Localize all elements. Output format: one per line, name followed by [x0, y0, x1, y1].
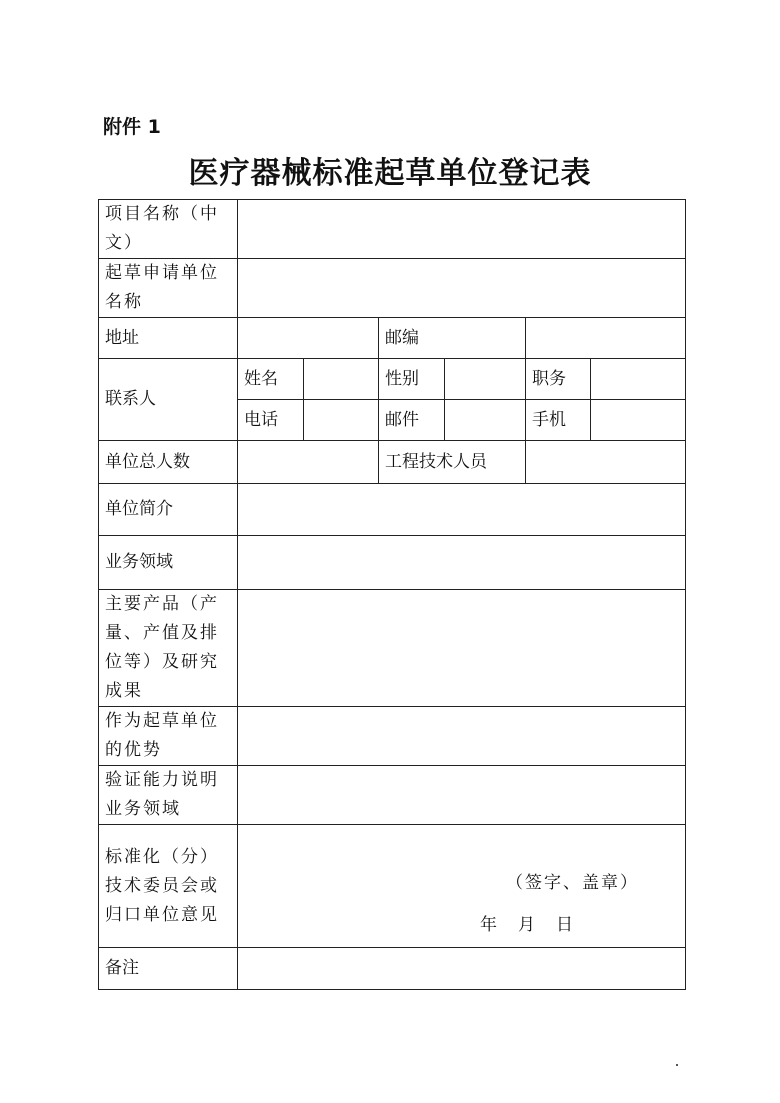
field-verification[interactable] — [238, 766, 686, 825]
form-title: 医疗器械标准起草单位登记表 — [188, 156, 592, 191]
label-unit-intro: 单位简介 — [99, 484, 238, 536]
field-phone[interactable] — [304, 400, 379, 441]
field-mobile[interactable] — [591, 400, 686, 441]
row-main-products — [99, 590, 686, 707]
label-mobile: 手机 — [526, 400, 591, 441]
field-unit-intro[interactable] — [238, 484, 686, 536]
field-name[interactable] — [304, 359, 379, 400]
row-verification — [99, 766, 686, 825]
label-advantages: 作为起草单位的优势 — [99, 707, 238, 766]
field-advantages[interactable] — [238, 707, 686, 766]
field-business-field[interactable] — [238, 536, 686, 590]
field-email[interactable] — [445, 400, 526, 441]
field-postcode[interactable] — [526, 318, 686, 359]
row-unit-intro — [99, 484, 686, 536]
label-phone: 电话 — [238, 400, 304, 441]
scan-dot — [676, 1064, 678, 1066]
row-contact-1 — [99, 359, 686, 400]
row-business-field — [99, 536, 686, 590]
row-applicant-name — [99, 259, 686, 318]
label-business-field: 业务领域 — [99, 536, 238, 590]
label-project-name: 项目名称（中文） — [99, 200, 238, 259]
row-staff — [99, 441, 686, 484]
field-remarks[interactable] — [238, 948, 686, 990]
row-project-name — [99, 200, 686, 259]
label-gender: 性别 — [379, 359, 445, 400]
label-address: 地址 — [99, 318, 238, 359]
label-contact: 联系人 — [99, 359, 238, 441]
label-position: 职务 — [526, 359, 591, 400]
field-main-products[interactable] — [238, 590, 686, 707]
label-postcode: 邮编 — [379, 318, 526, 359]
signature-area — [238, 825, 685, 947]
label-committee-opinion: 标准化（分）技术委员会或归口单位意见 — [99, 825, 238, 948]
registration-form-table — [98, 199, 686, 990]
label-email: 邮件 — [379, 400, 445, 441]
field-project-name[interactable] — [238, 200, 686, 259]
field-address[interactable] — [238, 318, 379, 359]
date-label: 年 月 日 — [480, 915, 575, 935]
field-applicant-name[interactable] — [238, 259, 686, 318]
field-engineers[interactable] — [526, 441, 686, 484]
field-total-staff[interactable] — [238, 441, 379, 484]
signature-stamp-label: （签字、盖章） — [506, 873, 639, 893]
field-position[interactable] — [591, 359, 686, 400]
label-total-staff: 单位总人数 — [99, 441, 238, 484]
row-remarks — [99, 948, 686, 990]
field-committee-opinion[interactable] — [238, 825, 686, 948]
row-advantages — [99, 707, 686, 766]
label-verification: 验证能力说明业务领域 — [99, 766, 238, 825]
row-committee-opinion — [99, 825, 686, 948]
row-address — [99, 318, 686, 359]
label-main-products: 主要产品（产量、产值及排位等）及研究成果 — [99, 590, 238, 707]
label-remarks: 备注 — [99, 948, 238, 990]
attachment-label: 附件 1 — [103, 116, 161, 138]
field-gender[interactable] — [445, 359, 526, 400]
label-applicant-name: 起草申请单位名称 — [99, 259, 238, 318]
label-name: 姓名 — [238, 359, 304, 400]
label-engineers: 工程技术人员 — [379, 441, 526, 484]
